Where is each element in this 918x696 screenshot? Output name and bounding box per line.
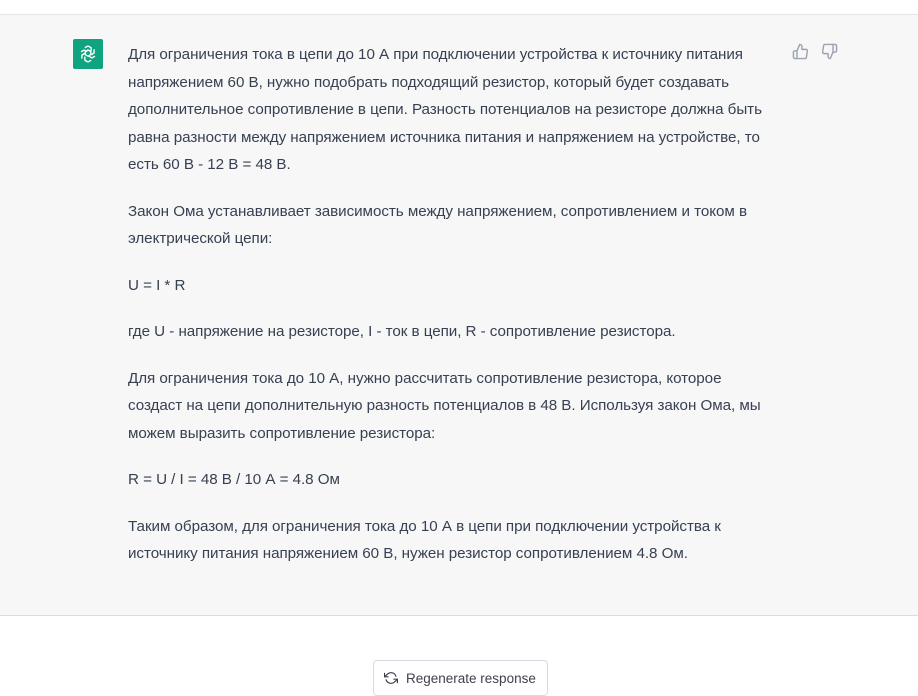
message-paragraph: Для ограничения тока в цепи до 10 А при подключении устройства к источнику питания напряжением 60 В, нужно подобрать подходящий резистор, который будет создавать дополнительное сопротивление в цепи. Разность потенциалов на резисторе должна быть равна разности между напряжением источника питания и напряжением на устройстве, то есть 60 В - 12 В = 48 В. (128, 46, 762, 173)
message-paragraph: Закон Ома устанавливает зависимость между напряжением, сопротивлением и током в электрической цепи: (128, 202, 747, 247)
assistant-message (0, 15, 918, 616)
thumbs-up-icon[interactable] (792, 43, 809, 60)
message-paragraph: где U - напряжение на резисторе, I - ток в цепи, R - сопротивление резистора. (128, 323, 676, 340)
assistant-avatar (73, 39, 103, 69)
message-paragraph: Таким образом, для ограничения тока до 10 А в цепи при подключении устройства к источнику питания напряжением 60 В, нужен резистор сопротивлением 4.8 Ом. (128, 517, 721, 562)
thumbs-down-icon[interactable] (821, 43, 838, 60)
regenerate-response-button[interactable] (373, 660, 548, 696)
regenerate-label: Regenerate response (406, 670, 536, 686)
feedback-buttons (792, 43, 838, 60)
message-paragraph: Для ограничения тока до 10 А, нужно рассчитать сопротивление резистора, которое создаст на цепи дополнительную разность потенциалов в 48 В. Используя закон Ома, мы можем выразить сопротивление резистора: (128, 369, 761, 442)
openai-logo-icon (77, 43, 99, 65)
refresh-icon (384, 671, 398, 685)
message-content (128, 41, 778, 587)
formula-line: U = I * R (128, 276, 186, 294)
previous-message-edge (0, 0, 918, 15)
formula-line: R = U / I = 48 В / 10 А = 4.8 Ом (128, 471, 340, 488)
